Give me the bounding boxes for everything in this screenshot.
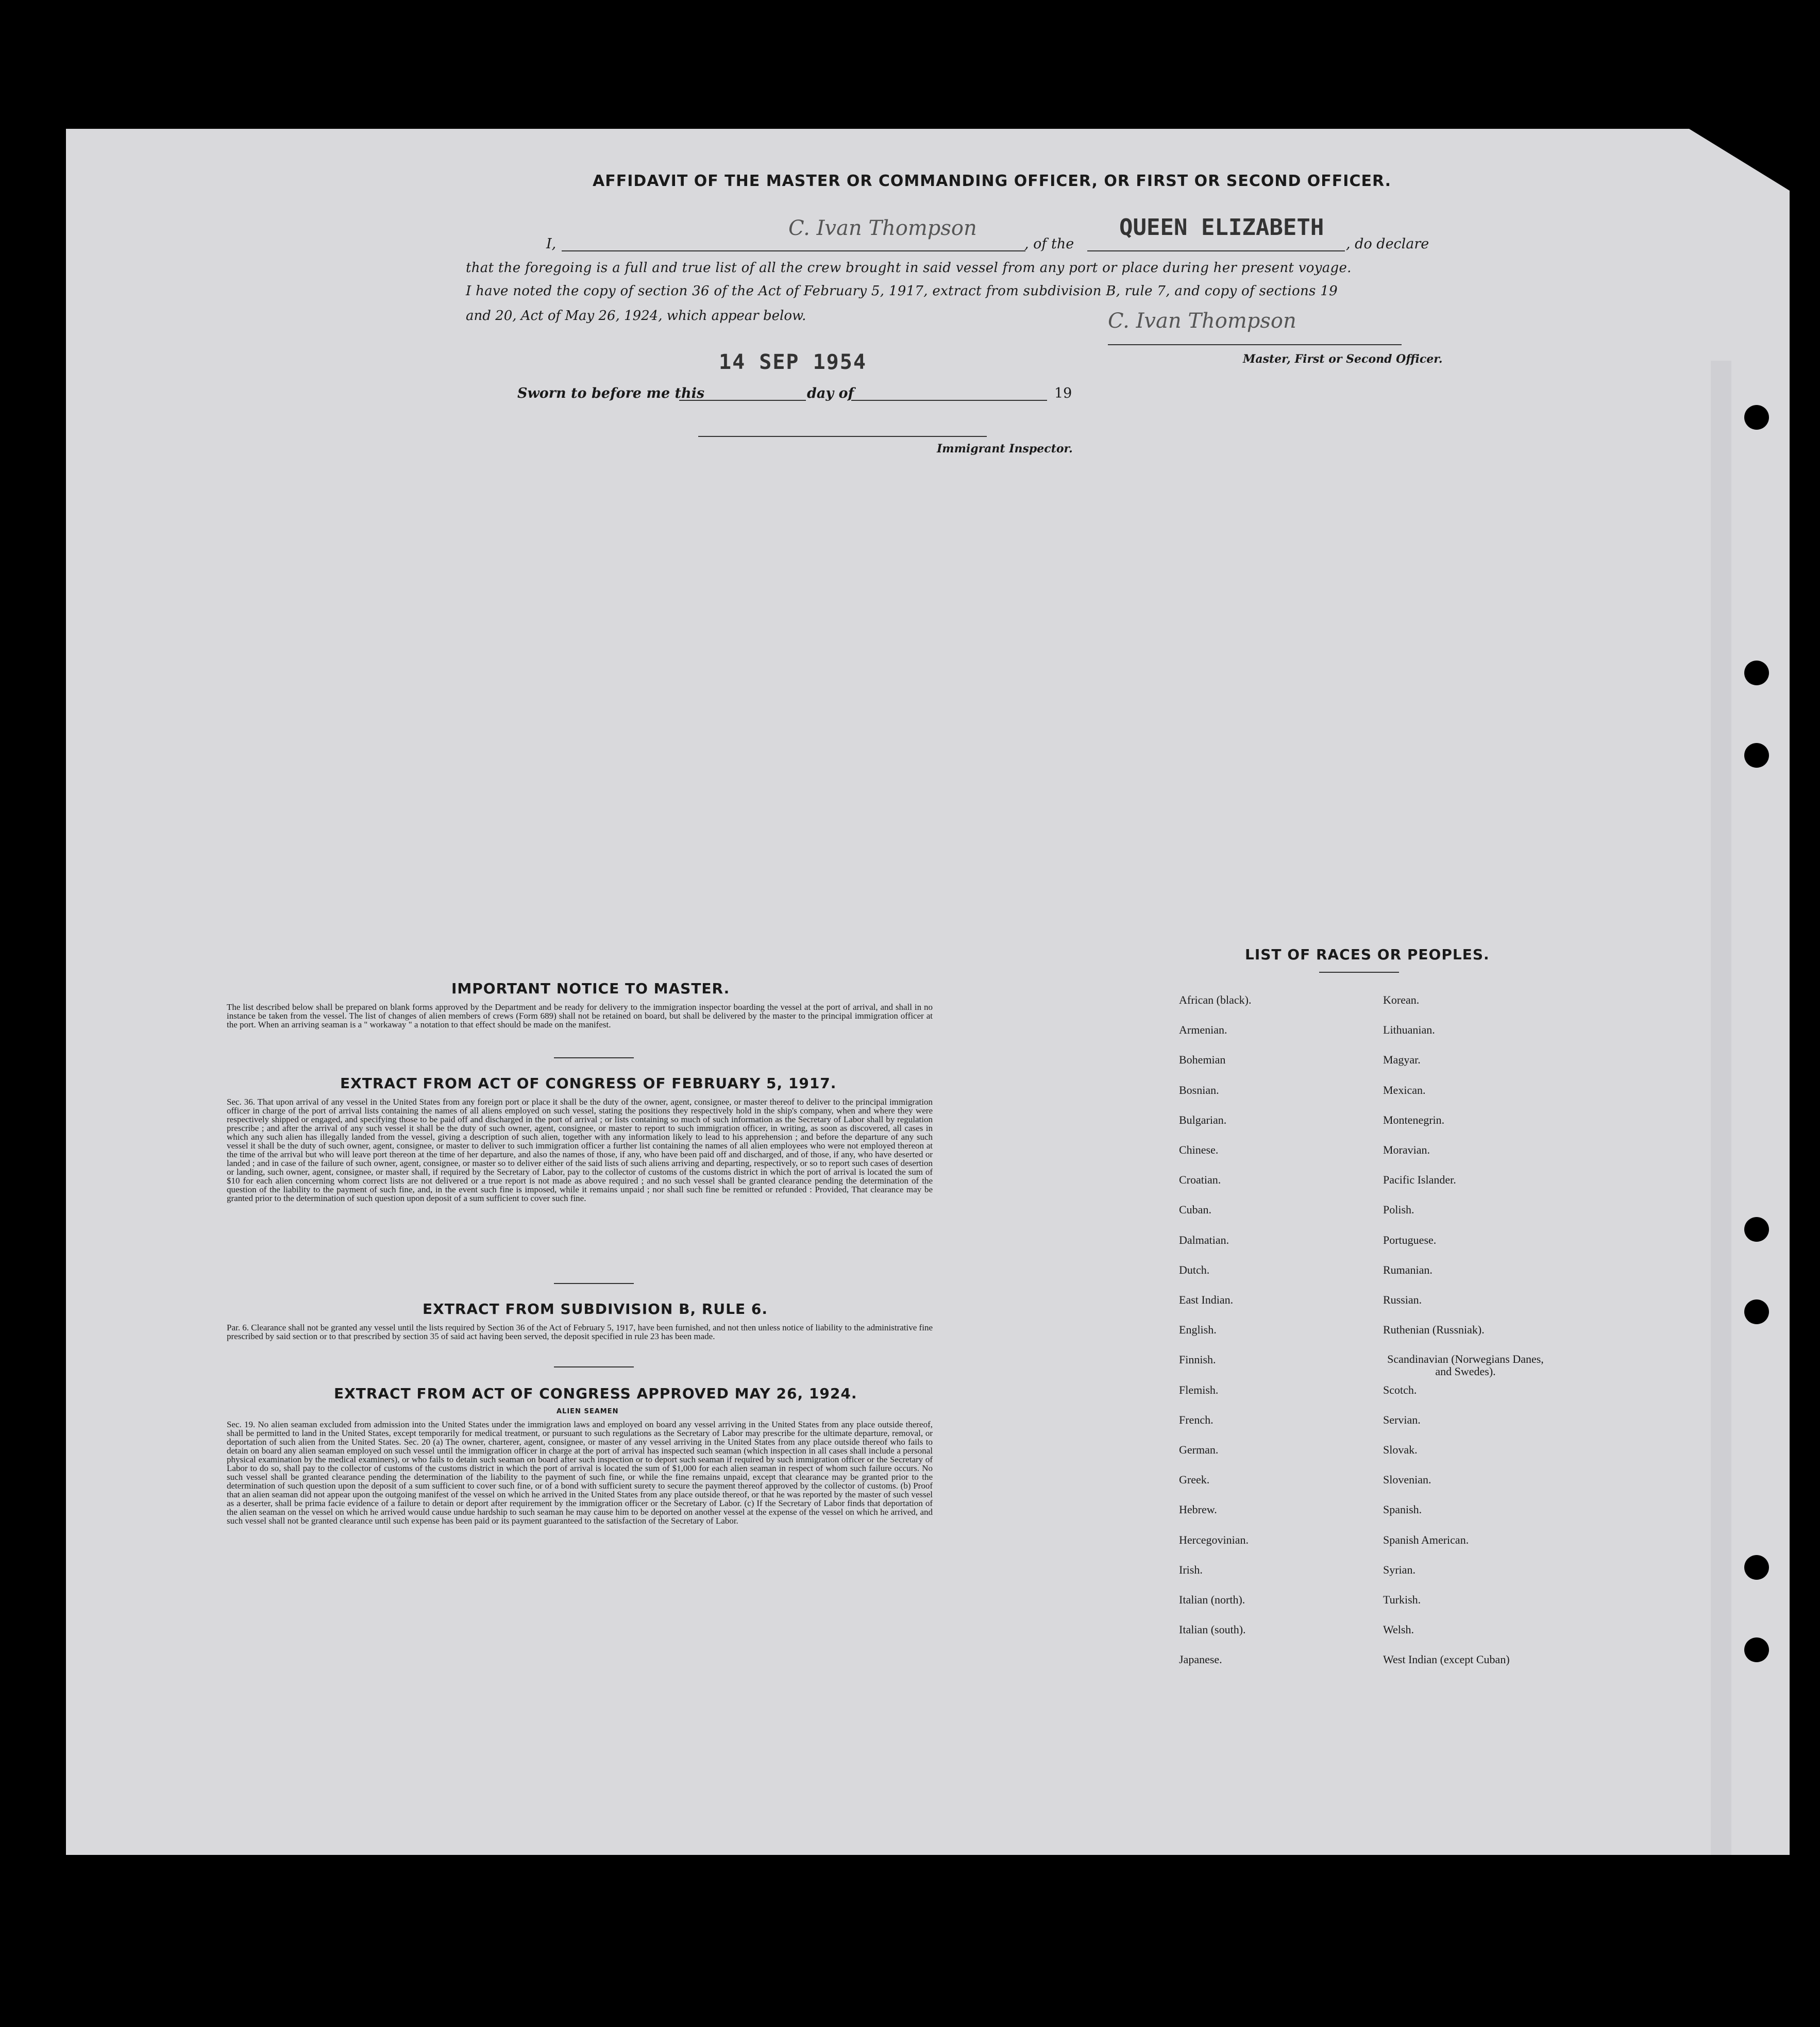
i-label: I,	[546, 236, 557, 252]
race-item: Bulgarian.	[1179, 1113, 1227, 1126]
notice-body: The list described below shall be prepared on blank forms approved by the Department and be ready for delivery to the immigration inspector boarding the vessel at the port of arrival, and shall in no instance be taken from the vessel. The list of changes of alien members of crews (Form 689) shall not be retained on board, but shall be delivered by the master to the principal immigration officer at the port. When an arriving seaman is a " workaway " a notation to that effect should be made on the manifest.	[227, 1002, 933, 1029]
officer-label: Master, First or Second Officer.	[1243, 352, 1443, 366]
race-item: Polish.	[1383, 1203, 1414, 1217]
race-item: Scandinavian (Norwegians Danes, and Swedes).	[1387, 1353, 1544, 1378]
race-item: Dutch.	[1179, 1263, 1210, 1276]
race-item: Slovak.	[1383, 1443, 1418, 1456]
races-title: LIST OF RACES OR PEOPLES.	[1245, 946, 1490, 963]
race-item: German.	[1179, 1443, 1219, 1456]
race-item: African (black).	[1179, 993, 1252, 1006]
race-item: Portuguese.	[1383, 1233, 1437, 1246]
race-item: Scotch.	[1383, 1383, 1417, 1396]
declare-label: , do declare	[1346, 236, 1429, 252]
race-item: Flemish.	[1179, 1383, 1219, 1396]
race-item: Magyar.	[1383, 1053, 1421, 1067]
race-item: Montenegrin.	[1383, 1113, 1445, 1126]
race-item: Welsh.	[1383, 1623, 1414, 1636]
race-item: French.	[1179, 1413, 1214, 1426]
name-line	[562, 250, 1025, 251]
divider	[554, 1283, 634, 1284]
punch-hole	[1744, 1555, 1769, 1580]
sworn-label: Sworn to before me this	[517, 385, 705, 401]
officer-signature: C. Ivan Thompson	[1108, 309, 1296, 333]
race-item: Mexican.	[1383, 1083, 1426, 1096]
page-edge	[1711, 361, 1731, 1855]
race-item: Moravian.	[1383, 1143, 1430, 1156]
punch-hole	[1744, 1637, 1769, 1662]
date-stamp: 14 SEP 1954	[719, 350, 867, 374]
race-item: West Indian (except Cuban)	[1383, 1653, 1510, 1666]
race-item: East Indian.	[1179, 1293, 1234, 1306]
race-item: Greek.	[1179, 1473, 1210, 1487]
race-item: Armenian.	[1179, 1023, 1227, 1037]
race-item: Syrian.	[1383, 1563, 1415, 1576]
extract-1924-body: Sec. 19. No alien seaman excluded from admission into the United States under the immigration laws and employed on board any vessel arriving in the United States from any place outside thereof, shall be permitted to land in the United States, except temporarily for medical treatment, or pursuant to such regulations as the Secretary of Labor may prescribe for the ultimate departure, removal, or deportation of such alien from the United States. Sec. 20 (a) The owner, charterer, agent, consignee, or master of any vessel arriving in the United States from any place outside thereof who fails to detain on board any alien seaman employed on such vessel until the immigration officer in charge at the port of arrival has inspected such seaman (which inspection in all cases shall include a personal physical examination by the medical examiners), or who fails to detain such seaman on board after such inspection or to deport such seaman if required by such immigration officer or the Secretary of Labor to do so, shall pay to the collector of customs of the customs district in which the port of arrival is located the sum of $1,000 for each alien seaman in respect of whom such failure occurs. No such vessel shall be granted clearance pending the determination of the liability to the payment of such fine, or while the fine remains unpaid, except that clearance may be granted prior to the determination of such question upon the deposit of a sum sufficient to cover such fine, or of a bond with sufficient surety to secure the payment thereof approved by the collector of customs. (b) Proof that an alien seaman did not appear upon the outgoing manifest of the vessel on which he arrived in the United States from any place outside thereof, or that he was reported by the master of such vessel as a deserter, shall be prima facie evidence of a failure to detain or deport after requirement by the immigration officer or the Secretary of Labor. (c) If the Secretary of Labor finds that deportation of the alien seaman on the vessel on which he arrived would cause undue hardship to such seaman he may cause him to be deported on another vessel at the expense of the vessel on which he arrived, and such vessel shall not be granted clearance until such expense has been paid or its payment guaranteed to the satisfaction of the Secretary of Labor.	[227, 1420, 933, 1526]
race-item: Rumanian.	[1383, 1263, 1433, 1276]
race-item: Croatian.	[1179, 1173, 1221, 1187]
race-item: Ruthenian (Russniak).	[1383, 1323, 1485, 1337]
race-item: Finnish.	[1179, 1353, 1216, 1366]
punch-hole	[1744, 405, 1769, 430]
race-item: Japanese.	[1179, 1653, 1222, 1666]
signature-line	[1108, 344, 1402, 345]
race-item: Servian.	[1383, 1413, 1421, 1426]
punch-hole	[1744, 661, 1769, 685]
extract-1924-title: EXTRACT FROM ACT OF CONGRESS APPROVED MAY 26, 1924.	[334, 1385, 857, 1402]
vessel-line	[1087, 250, 1345, 251]
declaration-line-3: and 20, Act of May 26, 1924, which appear below.	[466, 308, 806, 324]
race-item: Lithuanian.	[1383, 1023, 1435, 1037]
notice-title: IMPORTANT NOTICE TO MASTER.	[451, 980, 730, 997]
race-item: Slovenian.	[1383, 1473, 1431, 1487]
race-item: Korean.	[1383, 993, 1420, 1006]
officer-signature-top: C. Ivan Thompson	[788, 216, 977, 240]
declaration-line-2: I have noted the copy of section 36 of the Act of February 5, 1917, extract from subdivision B, rule 7, and copy of sections 19	[466, 283, 1338, 299]
race-item: Turkish.	[1383, 1593, 1421, 1606]
race-item: Hebrew.	[1179, 1503, 1217, 1516]
race-item: English.	[1179, 1323, 1217, 1337]
race-item: Russian.	[1383, 1293, 1422, 1306]
day-of-label: day of	[807, 385, 854, 401]
punch-hole	[1744, 743, 1769, 768]
extract-1924-subtitle: ALIEN SEAMEN	[557, 1408, 619, 1415]
inspector-line	[698, 436, 987, 437]
document-page	[66, 129, 1790, 1855]
race-item: Italian (south).	[1179, 1623, 1246, 1636]
vessel-name-stamp: QUEEN ELIZABETH	[1119, 214, 1324, 241]
race-item: Spanish.	[1383, 1503, 1422, 1516]
year-label: 19	[1054, 385, 1072, 401]
race-item: Cuban.	[1179, 1203, 1211, 1217]
race-item: Pacific Islander.	[1383, 1173, 1456, 1187]
race-item: Spanish American.	[1383, 1533, 1469, 1546]
extract-rule6-body: Par. 6. Clearance shall not be granted any vessel until the lists required by Section 36 of the Act of February 5, 1917, have been furnished, and not then unless notice of liability to the administrative fine prescribed by said section or to that prescribed by section 35 of said act having been served, the deposit specified in rule 23 has been made.	[227, 1323, 933, 1341]
race-item: Chinese.	[1179, 1143, 1219, 1156]
race-item: Irish.	[1179, 1563, 1203, 1576]
divider	[554, 1057, 634, 1058]
divider	[554, 1366, 634, 1367]
punch-hole	[1744, 1217, 1769, 1242]
punch-hole	[1744, 1299, 1769, 1324]
race-item: Bohemian	[1179, 1053, 1226, 1067]
extract-1917-title: EXTRACT FROM ACT OF CONGRESS OF FEBRUARY 5, 1917.	[340, 1075, 837, 1092]
extract-1917-body: Sec. 36. That upon arrival of any vessel in the United States from any foreign port or place it shall be the duty of the owner, agent, consignee, or master thereof to deliver to the principal immigration officer in charge of the port of arrival lists containing the names of all aliens employed on such vessel, stating the positions they respectively hold in the ship's company, when and where they were respectively shipped or engaged, and specifying those to be paid off and discharged in the port of arrival ; or lists containing so much of such information as the Secretary of Labor shall by regulation prescribe ; and after the arrival of any such vessel it shall be the duty of such owner, agent, consignee, or master to report to such immigration officer, in writing, as soon as discovered, all cases in which any such alien has illegally landed from the vessel, giving a description of such alien, together with any information likely to lead to his apprehension ; and before the departure of any such vessel it shall be the duty of such owner, agent, consignee, or master to deliver to such immigration officer a further list containing the names of all alien employees who were not employed thereon at the time of the arrival but who will leave port thereon at the time of her departure, and also the names of those, if any, who have been paid off and discharged, and of those, if any, who have deserted or landed ; and in case of the failure of such owner, agent, consignee, or master so to deliver either of the said lists of such aliens arriving and departing, respectively, or so to report such cases of desertion or landing, such owner, agent, consignee, or master shall, if required by the Secretary of Labor, pay to the collector of customs of the customs district in which the port of arrival is located the sum of $10 for each alien concerning whom correct lists are not delivered or a true report is not made as above required ; and no such vessel shall be granted clearance pending the determination of the question of the liability to the payment of such fine, and, in the event such fine is imposed, while it remains unpaid ; nor shall such fine be remitted or refunded : Provided, That clearance may be granted prior to the determination of such question upon deposit of a sum sufficient to cover such fine.	[227, 1097, 933, 1203]
divider	[1319, 972, 1399, 973]
extract-rule6-title: EXTRACT FROM SUBDIVISION B, RULE 6.	[423, 1300, 768, 1317]
inspector-label: Immigrant Inspector.	[937, 442, 1073, 455]
race-item: Dalmatian.	[1179, 1233, 1229, 1246]
affidavit-title: AFFIDAVIT OF THE MASTER OR COMMANDING OFFICER, OR FIRST OR SECOND OFFICER.	[593, 172, 1392, 190]
declaration-line-1: that the foregoing is a full and true list of all the crew brought in said vessel from any port or place during her present voyage.	[466, 260, 1352, 276]
race-item: Italian (north).	[1179, 1593, 1245, 1606]
race-item: Hercegovinian.	[1179, 1533, 1249, 1546]
sworn-day-line	[679, 400, 806, 401]
race-item: Bosnian.	[1179, 1083, 1219, 1096]
of-the-label: , of the	[1024, 236, 1074, 252]
sworn-month-line	[851, 400, 1047, 401]
